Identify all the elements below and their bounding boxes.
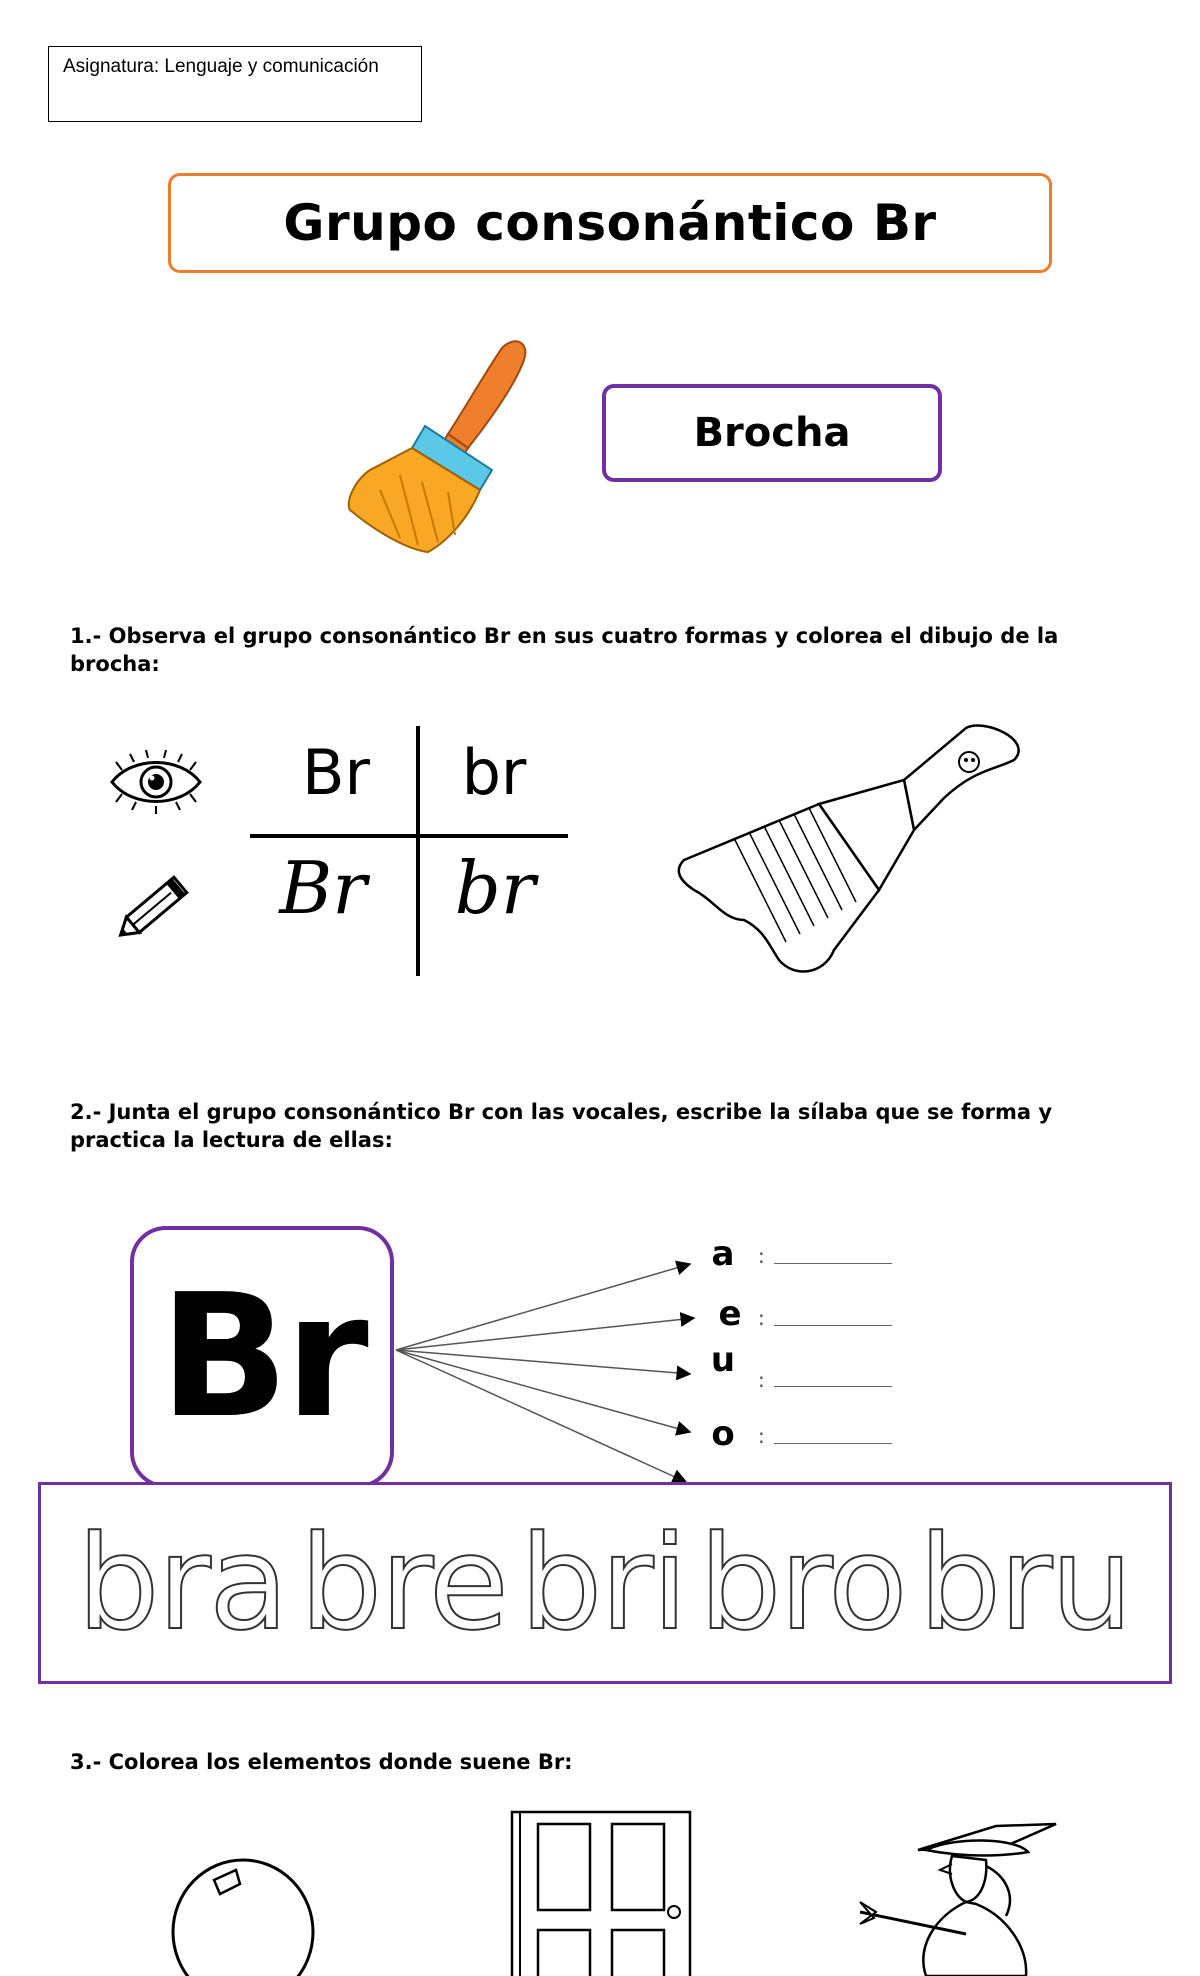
print-upper-br: Br bbox=[301, 736, 371, 809]
subject-label: Asignatura: Lenguaje y comunicación bbox=[48, 46, 422, 122]
syllable-bra: bra bbox=[77, 1507, 287, 1659]
vowel-e: e bbox=[718, 1294, 742, 1334]
br-group-box: Br bbox=[130, 1226, 394, 1488]
print-lower-br: br bbox=[461, 736, 527, 809]
pencil-icon bbox=[110, 862, 206, 948]
answer-line-o[interactable] bbox=[774, 1443, 892, 1444]
cursive-lower-br: br bbox=[454, 846, 536, 930]
answer-line-e[interactable] bbox=[774, 1325, 892, 1326]
ball-icon bbox=[166, 1852, 320, 1976]
instruction-2: 2.- Junta el grupo consonántico Br con las vocales, escribe la sílaba que se forma y practica la lectura de ellas: bbox=[70, 1100, 1053, 1152]
witch-icon bbox=[856, 1816, 1070, 1976]
instruction-3: 3.- Colorea los elementos donde suene Br: bbox=[70, 1750, 573, 1774]
syllable-bro: bro bbox=[698, 1507, 906, 1659]
vowel-arrows bbox=[390, 1240, 710, 1490]
vowel-u: u bbox=[710, 1340, 736, 1380]
colon-o: : bbox=[758, 1424, 765, 1448]
syllable-bru: bru bbox=[918, 1507, 1131, 1659]
brush-outline-icon bbox=[674, 720, 1034, 990]
door-icon bbox=[508, 1808, 694, 1976]
vowel-o: o bbox=[711, 1414, 735, 1454]
colon-u: : bbox=[758, 1368, 765, 1392]
syllable-bri: bri bbox=[519, 1507, 686, 1659]
answer-line-a[interactable] bbox=[774, 1263, 892, 1264]
paintbrush-color-icon bbox=[330, 330, 540, 560]
eye-icon bbox=[108, 750, 204, 814]
page-title: Grupo consonántico Br bbox=[168, 173, 1052, 273]
answer-line-u[interactable] bbox=[774, 1386, 892, 1387]
syllable-bre: bre bbox=[299, 1507, 507, 1659]
syllables-box bbox=[38, 1482, 1172, 1684]
instruction-1: 1.- Observa el grupo consonántico Br en sus cuatro formas y colorea el dibujo de la brocha: bbox=[70, 624, 1059, 676]
word-box-brocha: Brocha bbox=[602, 384, 942, 482]
cursive-upper-br: Br bbox=[279, 846, 367, 930]
colon-a: : bbox=[758, 1244, 765, 1268]
colon-e: : bbox=[758, 1306, 765, 1330]
vowel-a: a bbox=[711, 1234, 735, 1274]
